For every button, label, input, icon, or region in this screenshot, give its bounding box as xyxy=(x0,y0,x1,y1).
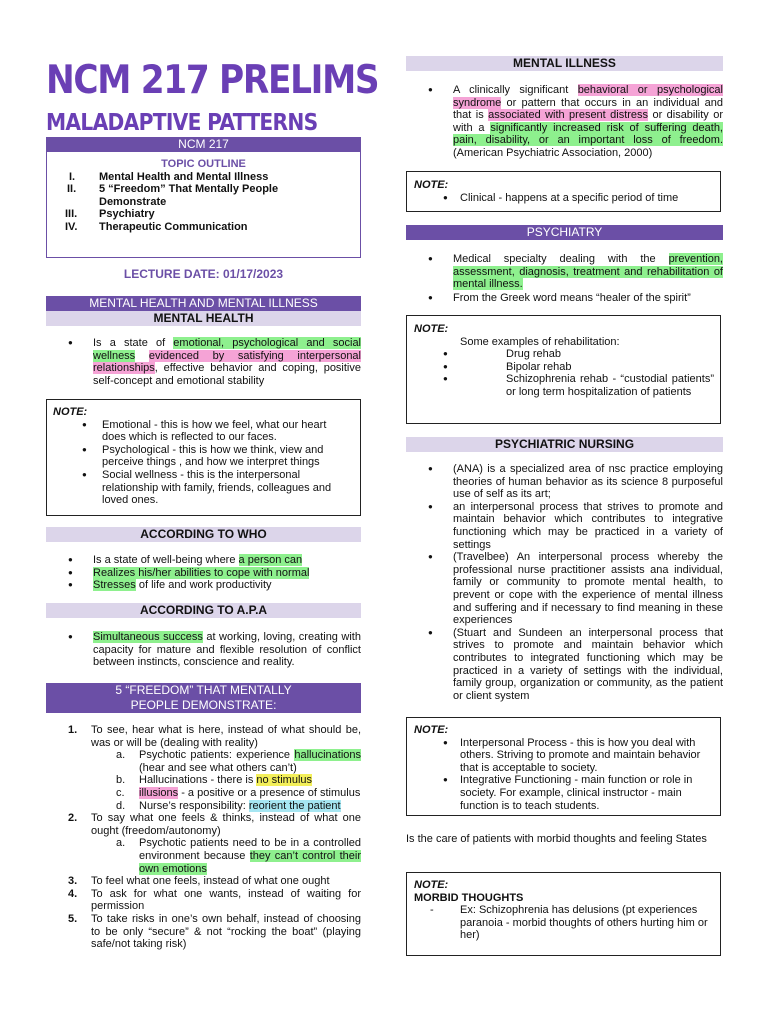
list-item: ● Psychological - this is how we think, view and perceive things , and how we interpret things xyxy=(53,444,343,469)
mental-health-list xyxy=(46,337,361,387)
list-item: 2. To say what one feels & thinks, instead of what one ought (freedom/autonomy) xyxy=(68,812,361,837)
note-intro: Some examples of rehabilitation: xyxy=(460,335,620,348)
list-item: ● Integrative Functioning - main function or role in society. For example, clinical instructor - main function is to teach students. xyxy=(414,774,714,812)
list-item: ● (Stuart and Sundeen an interpersonal process that strives to promote and maintain behavior which contributes to integrated functioning which may be practiced in a variety of settings with the individual, family group, organization or community, as the patient or client system xyxy=(406,627,723,703)
list-item: ● Is a state of well-being where a person can xyxy=(46,554,361,567)
list-item: ● Emotional - this is how we feel, what our heart does which is reflected to our faces. xyxy=(53,419,343,444)
page-title: NCM 217 PRELIMS xyxy=(46,58,379,103)
list-item: ● Social wellness - this is the interpersonal relationship with family, friends, colleagues and loved ones. xyxy=(53,469,343,507)
note-box-morbid xyxy=(406,872,721,956)
list-item: d. Nurse’s responsibility: reorient the patient xyxy=(116,799,341,812)
note-label: NOTE: xyxy=(414,179,449,191)
note-box-interpersonal xyxy=(406,717,721,816)
list-item: ● (ANA) is a specialized area of nsc practice employing theories of human behavior as its science 8 purposeful use of self as its art; xyxy=(406,463,723,501)
list-item: b. Hallucinations - there is no stimulus xyxy=(116,774,313,787)
list-item: 3. To feel what one feels, instead of what one ought xyxy=(68,875,330,888)
list-item: ● Simultaneous success at working, loving, creating with capacity for mature and flexible resolution of conflict between instincts, conscience and reality. xyxy=(46,631,361,669)
psych-nursing-list xyxy=(406,463,723,702)
section-bar-mhmi: MENTAL HEALTH AND MENTAL ILLNESS xyxy=(46,296,361,311)
list-item: - Ex: Schizophrenia has delusions (pt experiences paranoia - morbid thoughts of others hurting him or her) xyxy=(430,904,708,942)
section-psychiatry: PSYCHIATRY xyxy=(406,225,723,240)
list-item: ● Is a state of emotional, psychological and social wellness evidenced by satisfying interpersonal relationships, effective behavior and coping, positive self-concept and emotional stability xyxy=(46,337,361,387)
list-item: ● an interpersonal process that strives to promote and maintain behavior which contributes to integrative functioning which may be practiced in a variety of settings xyxy=(406,501,723,551)
list-item: ● (Travelbee) An interpersonal process whereby the professional nurse practitioner assists ana individual, family or community to promote mental health, to prevent or cope with the experience of mental illness and suffering and if necessary to find meaning in these experiences xyxy=(406,551,723,627)
list-item: ● Stresses of life and work productivity xyxy=(46,579,361,592)
course-bar: NCM 217 xyxy=(46,137,361,152)
section-who: ACCORDING TO WHO xyxy=(46,527,361,542)
note-box-mental-health xyxy=(46,399,361,516)
apa-list xyxy=(46,631,361,669)
list-item: a. Psychotic patients: experience hallucinations (hear and see what others can’t) xyxy=(116,749,361,774)
list-item: ● From the Greek word means “healer of the spirit” xyxy=(406,292,723,305)
list-item: 1. To see, hear what is here, instead of what should be, was or will be (dealing with reality) xyxy=(68,724,361,749)
note-label: NOTE: xyxy=(414,879,449,891)
list-item: 4. To ask for what one wants, instead of waiting for permission xyxy=(68,887,361,913)
list-item: ● Clinical - happens at a specific period of time xyxy=(414,192,713,205)
who-list xyxy=(46,554,361,592)
list-item: ● Bipolar rehab xyxy=(414,361,714,374)
section-psych-nursing: PSYCHIATRIC NURSING xyxy=(406,437,723,452)
section-mental-health: MENTAL HEALTH xyxy=(46,311,361,326)
list-item: ● A clinically significant behavioral or psychological syndrome or pattern that occurs in an individual and that is associated with present distress or disability or with a significantly increased risk of suffering death, pain, disability, or an important loss of freedom. (American Psychiatric Association, 2000) xyxy=(406,84,723,160)
list-item: ● Interpersonal Process - this is how you deal with others. Striving to promote and maintain behavior that is acceptable to society. xyxy=(414,737,714,775)
section-freedom: 5 “FREEDOM” THAT MENTALLY PEOPLE DEMONSTRATE: xyxy=(46,683,361,713)
outline-heading: TOPIC OUTLINE xyxy=(161,158,246,170)
list-item: 5. To take risks in one’s own behalf, instead of choosing to be only “secure” & not “rocking the boat” (playing safe/not taking risk) xyxy=(68,912,361,951)
list-item: a. Psychotic patients need to be in a controlled environment because they can’t control their own emotions xyxy=(116,837,361,875)
care-text: Is the care of patients with morbid thoughts and feeling States xyxy=(406,833,707,845)
list-item: ● Schizophrenia rehab - “custodial patients” or long term hospitalization of patients xyxy=(414,373,714,398)
page-subtitle: MALADAPTIVE PATTERNS xyxy=(46,110,318,136)
note-box-clinical xyxy=(406,171,721,212)
list-item: c. illusions - a positive or a presence of stimulus xyxy=(116,786,361,799)
section-mental-illness: MENTAL ILLNESS xyxy=(406,56,723,71)
list-item: ● Realizes his/her abilities to cope with normal xyxy=(46,567,361,580)
note-box-rehab xyxy=(406,315,721,424)
section-apa: ACCORDING TO A.P.A xyxy=(46,603,361,618)
list-item: ● Drug rehab xyxy=(414,348,714,361)
freedom-list xyxy=(46,724,361,951)
mental-illness-list xyxy=(406,84,723,160)
note-label: NOTE: xyxy=(53,406,88,418)
topic-outline-box: TOPIC OUTLINE I. Mental Health and Mental Illness II. 5 “Freedom” That Mentally People Demonstrate III. Psychiatry IV. Therapeutic Communication xyxy=(46,152,361,258)
note-label: NOTE: xyxy=(414,724,449,736)
psychiatry-list xyxy=(406,253,723,304)
note-label: NOTE: xyxy=(414,323,449,335)
note-subhead: MORBID THOUGHTS xyxy=(414,891,524,904)
list-item: ● Medical specialty dealing with the prevention, assessment, diagnosis, treatment and rehabilitation of mental illness. xyxy=(406,253,723,291)
lecture-date: LECTURE DATE: 01/17/2023 xyxy=(123,267,284,281)
